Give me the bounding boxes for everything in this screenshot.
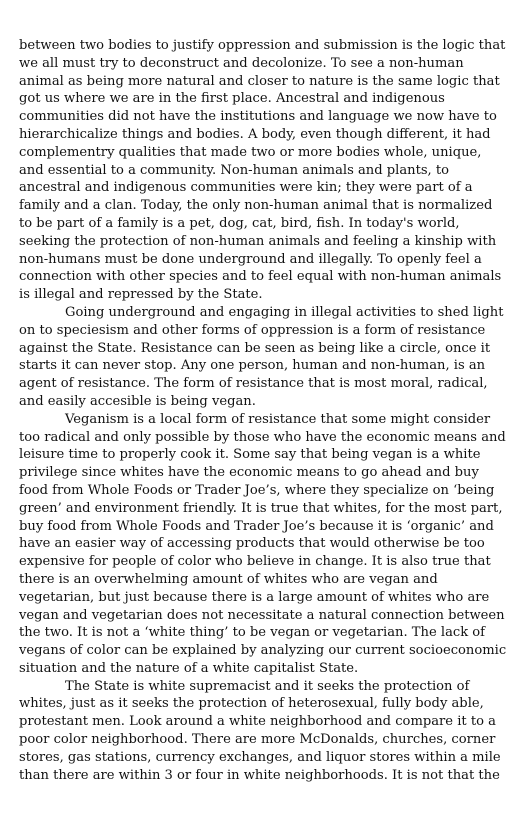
text-line: is illegal and repressed by the State. [19, 287, 263, 303]
document-page [19, 37, 507, 784]
text-line: privilege since whites have the economic means to go ahead and buy [19, 465, 479, 481]
text-line: seeking the protection of non-human animals and feeling a kinship with [19, 233, 497, 249]
text-line: have an easier way of accessing products that would otherwise be too [19, 536, 485, 552]
text-line: food from Whole Foods or Trader Joe’s, where they specialize on ‘being [19, 482, 495, 498]
text-line: animal as being more natural and closer to nature is the same logic that [19, 73, 500, 89]
text-line: Veganism is a local form of resistance that some might consider [65, 411, 491, 427]
text-line: Going underground and engaging in illegal activities to shed light [65, 304, 504, 320]
text-line: and essential to a community. Non-human animals and plants, to [19, 162, 450, 178]
paragraph-1 [19, 37, 506, 304]
text-line: non-humans must be done underground and illegally. To openly feel a [19, 251, 482, 267]
text-line: complementry qualities that made two or more bodies whole, unique, [19, 144, 482, 160]
text-line: on to speciesism and other forms of oppression is a form of resistance [19, 322, 486, 338]
text-line: against the State. Resistance can be seen as being like a circle, once it [19, 340, 491, 356]
paragraph-4 [19, 678, 501, 785]
text-line: vegetarian, but just because there is a large amount of whites who are [19, 589, 490, 605]
text-line: to be part of a family is a pet, dog, cat, bird, fish. In today's world, [19, 215, 460, 231]
text-line: poor color neighborhood. There are more McDonalds, churches, corner [19, 732, 496, 748]
text-line: communities did not have the institutions and language we now have to [19, 109, 497, 125]
text-line: hierarchicalize things and bodies. A body, even though different, it had [19, 126, 491, 142]
text-line: leisure time to properly cook it. Some say that being vegan is a white [19, 447, 481, 463]
paragraph-3 [19, 411, 507, 678]
text-line: situation and the nature of a white capitalist State. [19, 660, 359, 676]
text-line: stores, gas stations, currency exchanges, and liquor stores within a mile [19, 749, 501, 765]
text-line: ancestral and indigenous communities were kin; they were part of a [19, 180, 473, 196]
text-line: agent of resistance. The form of resistance that is most moral, radical, [19, 376, 488, 392]
text-line: too radical and only possible by those who have the economic means and [19, 429, 506, 445]
text-line: got us where we are in the first place. Ancestral and indigenous [19, 91, 445, 107]
text-line: we all must try to deconstruct and decolonize. To see a non-human [19, 55, 464, 71]
text-line: The State is white supremacist and it seeks the protection of [65, 678, 470, 694]
text-line: the two. It is not a ‘white thing’ to be vegan or vegetarian. The lack of [19, 625, 486, 641]
text-line: protestant men. Look around a white neighborhood and compare it to a [19, 714, 496, 730]
text-line: than there are within 3 or four in white neighborhoods. It is not that the [19, 767, 500, 783]
text-line: buy food from Whole Foods and Trader Joe’s because it is ‘organic’ and [19, 518, 494, 534]
text-line: and easily accesible is being vegan. [19, 393, 256, 409]
text-line: family and a clan. Today, the only non-human animal that is normalized [19, 198, 493, 214]
text-line: vegan and vegetarian does not necessitate a natural connection between [19, 607, 505, 623]
text-line: connection with other species and to feel equal with non-human animals [19, 269, 502, 285]
paragraph-2 [19, 304, 504, 411]
text-line: green’ and environment friendly. It is true that whites, for the most part, [19, 500, 503, 516]
text-line: starts it can never stop. Any one person, human and non-human, is an [19, 358, 486, 374]
text-line: there is an overwhelming amount of whites who are vegan and [19, 571, 438, 587]
text-line: expensive for people of color who believe in change. It is also true that [19, 554, 491, 570]
text-line: vegans of color can be explained by analyzing our current socioeconomic [19, 643, 507, 659]
text-line: whites, just as it seeks the protection of heterosexual, fully body able, [19, 696, 484, 712]
text-line: between two bodies to justify oppression and submission is the logic that [19, 38, 506, 53]
